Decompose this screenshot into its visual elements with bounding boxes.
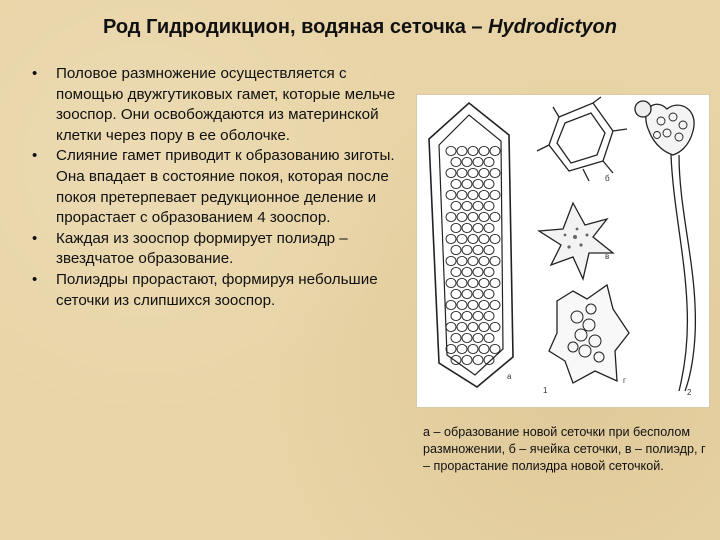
hydrodictyon-illustration bbox=[416, 94, 710, 408]
net-mesh-cell bbox=[490, 278, 500, 287]
bullet-item bbox=[28, 64, 398, 146]
net-mesh-cell bbox=[490, 146, 500, 155]
net-mesh-cell bbox=[490, 234, 500, 243]
net-mesh-cell bbox=[490, 168, 500, 177]
net-mesh-cell bbox=[457, 190, 467, 199]
slide-title bbox=[0, 14, 720, 40]
net-mesh-cell bbox=[479, 234, 489, 243]
label-one: 1 bbox=[543, 386, 548, 395]
net-mesh-cell bbox=[451, 245, 461, 254]
mother-cell-drawing bbox=[429, 103, 513, 387]
net-mesh-cell bbox=[479, 256, 489, 265]
net-mesh-cell bbox=[473, 333, 483, 342]
net-mesh-cell bbox=[451, 311, 461, 320]
net-mesh-cell bbox=[451, 157, 461, 166]
net-mesh-cell bbox=[490, 344, 500, 353]
net-mesh-cell bbox=[473, 267, 483, 276]
net-mesh-cell bbox=[484, 267, 494, 276]
net-mesh-cell bbox=[468, 146, 478, 155]
net-mesh-cell bbox=[457, 344, 467, 353]
net-mesh-cell bbox=[490, 212, 500, 221]
net-mesh-cell bbox=[473, 223, 483, 232]
net-mesh-cell bbox=[479, 344, 489, 353]
net-mesh-cell bbox=[457, 278, 467, 287]
net-mesh-cell bbox=[457, 322, 467, 331]
net-mesh-cell bbox=[462, 333, 472, 342]
net-mesh-cell bbox=[468, 322, 478, 331]
bullet-item bbox=[28, 229, 398, 270]
net-mesh-cell bbox=[468, 278, 478, 287]
net-mesh-cell bbox=[479, 322, 489, 331]
net-mesh-cell bbox=[479, 146, 489, 155]
net-mesh-cell bbox=[451, 355, 461, 364]
net-mesh-cell bbox=[468, 234, 478, 243]
net-mesh-cell bbox=[473, 355, 483, 364]
net-mesh-cell bbox=[451, 223, 461, 232]
net-mesh-cell bbox=[479, 300, 489, 309]
net-mesh-cell bbox=[446, 256, 456, 265]
net-mesh-cell bbox=[479, 168, 489, 177]
net-mesh-cell bbox=[468, 190, 478, 199]
net-mesh-cell bbox=[462, 179, 472, 188]
zygote-drawing bbox=[635, 101, 695, 391]
net-mesh-cell bbox=[484, 355, 494, 364]
figure-caption: а – образование новой сеточки при бесполом размножении, б – ячейка сеточки, в – полиэдр, г – прорастание полиэдра новой сеточкой. bbox=[423, 425, 706, 473]
net-mesh-cell bbox=[462, 157, 472, 166]
net-mesh-cell bbox=[484, 201, 494, 210]
net-mesh-cell bbox=[462, 267, 472, 276]
net-mesh-cell bbox=[479, 212, 489, 221]
title-latin: Hydrodictyon bbox=[488, 16, 617, 38]
net-mesh-cell bbox=[490, 190, 500, 199]
net-mesh-cell bbox=[473, 311, 483, 320]
net-mesh-cell bbox=[468, 212, 478, 221]
net-mesh-cell bbox=[468, 256, 478, 265]
net-mesh-cell bbox=[451, 289, 461, 298]
net-mesh-cell bbox=[479, 190, 489, 199]
net-mesh-cell bbox=[479, 278, 489, 287]
title-main: Род Гидродикцион, водяная сеточка – bbox=[103, 16, 489, 38]
net-mesh-cell bbox=[457, 300, 467, 309]
net-mesh-cell bbox=[484, 333, 494, 342]
net-mesh-cell bbox=[484, 245, 494, 254]
net-cell-drawing bbox=[537, 97, 627, 181]
net-mesh-cell bbox=[451, 267, 461, 276]
net-mesh-cell bbox=[457, 168, 467, 177]
net-mesh-cell bbox=[462, 223, 472, 232]
net-mesh-cell bbox=[490, 300, 500, 309]
bullet-text: Половое размножение осуществляется с помощью двужгутиковых гамет, которые мельче зооспор. Они освобождаются из материнской клетки через пору в ее оболочке. bbox=[56, 65, 396, 144]
illustration-svg bbox=[417, 95, 709, 407]
net-mesh-cell bbox=[446, 212, 456, 221]
net-mesh-cell bbox=[462, 355, 472, 364]
net-mesh-cell bbox=[451, 179, 461, 188]
net-mesh-cell bbox=[457, 234, 467, 243]
net-mesh-cell bbox=[468, 344, 478, 353]
net-mesh-cell bbox=[462, 201, 472, 210]
net-mesh-cell bbox=[490, 322, 500, 331]
label-v: в bbox=[605, 252, 610, 261]
label-a: а bbox=[507, 372, 512, 381]
net-mesh-cell bbox=[473, 157, 483, 166]
net-mesh-cell bbox=[473, 201, 483, 210]
net-mesh-cell bbox=[446, 234, 456, 243]
net-mesh-cell bbox=[468, 300, 478, 309]
net-mesh-cell bbox=[446, 344, 456, 353]
net-mesh-cell bbox=[446, 322, 456, 331]
net-mesh-cell bbox=[484, 289, 494, 298]
net-mesh-cell bbox=[451, 333, 461, 342]
net-mesh-cell bbox=[457, 212, 467, 221]
net-mesh-cell bbox=[451, 201, 461, 210]
net-mesh-cell bbox=[457, 256, 467, 265]
net-mesh-cell bbox=[484, 311, 494, 320]
polyhedron-drawing bbox=[539, 203, 613, 279]
bullet-item bbox=[28, 146, 398, 228]
net-mesh-cell bbox=[446, 190, 456, 199]
net-mesh-cell bbox=[468, 168, 478, 177]
net-mesh-cell bbox=[462, 289, 472, 298]
bullet-text: Полиэдры прорастают, формируя небольшие сеточки из слипшихся зооспор. bbox=[56, 270, 378, 309]
net-mesh-cell bbox=[484, 223, 494, 232]
germinating-polyhedron-drawing bbox=[549, 285, 629, 383]
bullet-list bbox=[28, 64, 398, 311]
bullet-item bbox=[28, 270, 398, 311]
label-two: 2 bbox=[687, 388, 692, 397]
net-mesh-cell bbox=[473, 245, 483, 254]
label-b: б bbox=[605, 174, 610, 183]
net-mesh-cell bbox=[490, 256, 500, 265]
net-mesh-cell bbox=[446, 300, 456, 309]
label-g: г bbox=[623, 376, 626, 385]
bullet-text: Слияние гамет приводит к образованию зиготы. Она впадает в состояние покоя, которая после покоя претерпевает редукционное деление и прорастает с образованием 4 зооспор. bbox=[56, 147, 395, 227]
net-mesh-cell bbox=[462, 245, 472, 254]
net-mesh-cell bbox=[457, 146, 467, 155]
bullet-text: Каждая из зооспор формирует полиэдр – звездчатое образование. bbox=[56, 229, 348, 268]
net-mesh-cell bbox=[473, 289, 483, 298]
net-mesh-cell bbox=[484, 179, 494, 188]
net-mesh-cell bbox=[484, 157, 494, 166]
net-mesh-cell bbox=[473, 179, 483, 188]
net-mesh-cell bbox=[446, 146, 456, 155]
net-mesh-cell bbox=[446, 168, 456, 177]
net-mesh-cell bbox=[462, 311, 472, 320]
net-mesh-cell bbox=[446, 278, 456, 287]
